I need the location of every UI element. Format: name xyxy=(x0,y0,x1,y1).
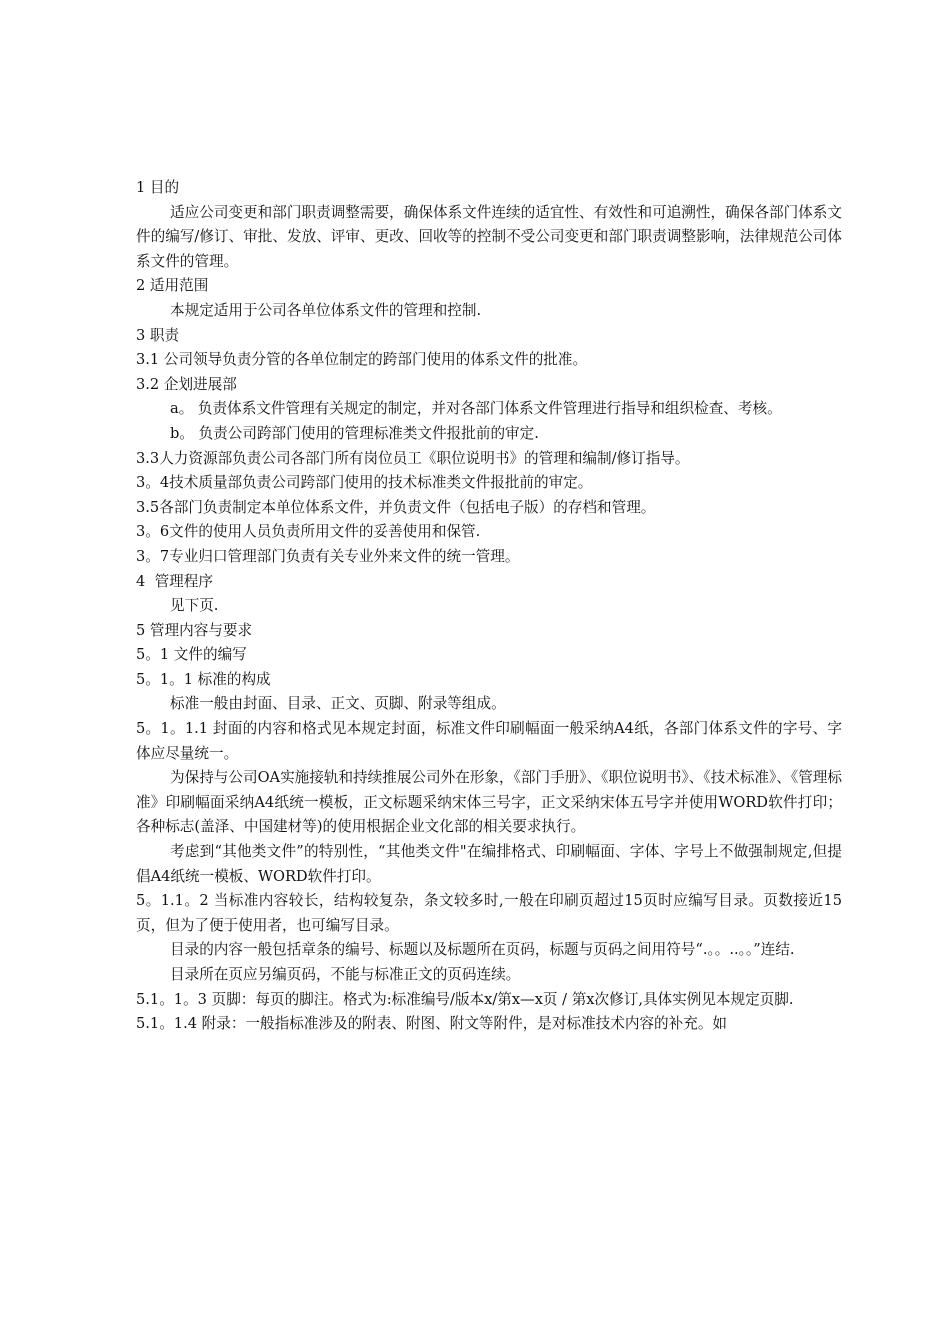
clause-paragraph: 5.1。1。3 页脚：每页的脚注。格式为:标准编号/版本x/第x—x页 / 第x次修订,具体实例见本规定页脚. xyxy=(136,990,794,1008)
clause-paragraph: 3.3人力资源部负责公司各部门所有岗位员工《职位说明书》的管理和编制/修订指导。 xyxy=(136,449,690,467)
section-heading: 5 管理内容与要求 xyxy=(136,621,253,639)
body-paragraph: 适应公司变更和部门职责调整需要，确保体系文件连续的适宜性、有效性和可追溯性，确保各部门体系文件的编写/修订、审批、发放、评审、更改、回收等的控制不受公司变更和部门职责调整影响，法律规范公司体系文件的管理。 xyxy=(136,203,842,270)
clause-paragraph: 5。1。1 标准的构成 xyxy=(136,670,271,688)
body-paragraph: 见下页. xyxy=(170,597,219,615)
body-paragraph: 本规定适用于公司各单位体系文件的管理和控制. xyxy=(170,301,482,319)
clause-paragraph: 5.1。1.4 附录：一般指标准涉及的附表、附图、附文等附件，是对标准技术内容的补充。如 xyxy=(136,1015,728,1033)
section-heading: 2 适用范围 xyxy=(136,277,209,295)
list-item: a。 负责体系文件管理有关规定的制定，并对各部门体系文件管理进行指导和组织检查、考核。 xyxy=(170,400,782,418)
body-paragraph: 目录的内容一般包括章条的编号、标题以及标题所在页码，标题与页码之间用符号“.。。..。。”连结. xyxy=(170,941,795,959)
clause-paragraph: 3.1 公司领导负责分管的各单位制定的跨部门使用的体系文件的批准。 xyxy=(136,351,588,369)
body-paragraph: 考虑到“其他类文件”的特别性，“其他类文件"在编排格式、印刷幅面、字体、字号上不做强制规定,但提倡A4纸统一模板、WORD软件打印。 xyxy=(136,843,842,885)
clause-paragraph: 3。7专业归口管理部门负责有关专业外来文件的统一管理。 xyxy=(136,547,520,565)
clause-paragraph: 3。4技术质量部负责公司跨部门使用的技术标准类文件报批前的审定。 xyxy=(136,474,593,492)
document-body xyxy=(136,176,842,1037)
section-heading: 1 目的 xyxy=(136,179,180,196)
clause-paragraph: 3.5各部门负责制定本单位体系文件，并负责文件（包括电子版）的存档和管理。 xyxy=(136,498,656,516)
list-item: b。 负责公司跨部门使用的管理标准类文件报批前的审定. xyxy=(170,424,539,442)
body-paragraph: 目录所在页应另编页码，不能与标准正文的页码连续。 xyxy=(170,966,521,983)
section-heading: 3 职责 xyxy=(136,326,180,344)
clause-paragraph: 5。1。1.1 封面的内容和格式见本规定封面，标准文件印刷幅面一般采纳A4纸，各部门体系文件的字号、字体应尽量统一。 xyxy=(136,720,842,762)
section-heading: 4 管理程序 xyxy=(136,572,213,590)
clause-paragraph: 3.2 企划进展部 xyxy=(136,375,237,393)
body-paragraph: 标准一般由封面、目录、正文、页脚、附录等组成。 xyxy=(170,695,506,713)
clause-paragraph: 5。1.1。2 当标准内容较长，结构较复杂，条文较多时,一般在印刷页超过15页时应编写目录。页数接近15页，但为了便于使用者，也可编写目录。 xyxy=(136,892,842,934)
clause-paragraph: 3。6文件的使用人员负责所用文件的妥善使用和保管. xyxy=(136,523,481,541)
body-paragraph: 为保持与公司OA实施接轨和持续推展公司外在形象，《部门手册》、《职位说明书》、《技术标准》、《管理标准》印刷幅面采纳A4纸统一模板，正文标题采纳宋体三号字，正文采纳宋体五号字并使用WORD软件打印；各种标志(盖泽、中国建材等)的使用根据企业文化部的相关要求执行。 xyxy=(136,769,842,836)
clause-paragraph: 5。1 文件的编写 xyxy=(136,646,247,664)
